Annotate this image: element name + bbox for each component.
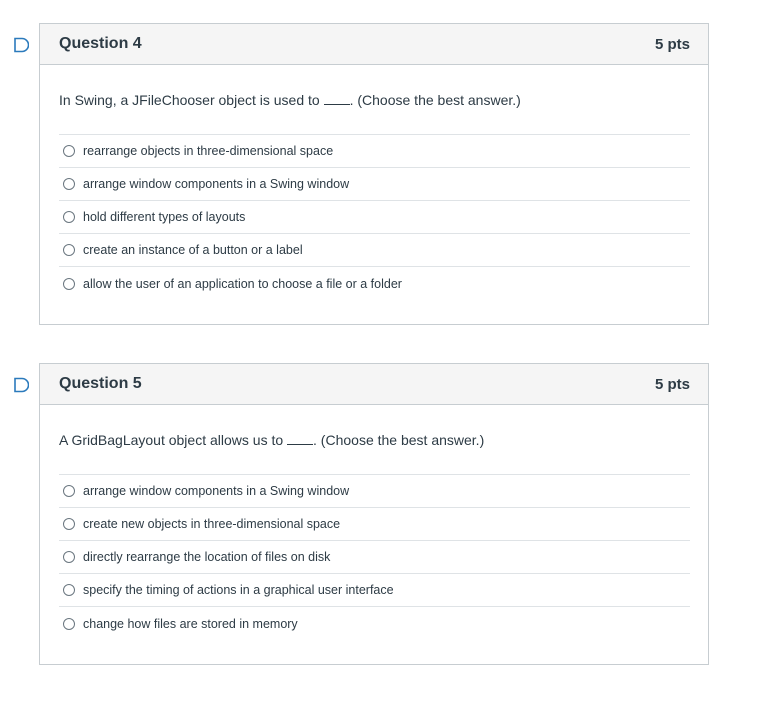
answer-option[interactable] <box>59 201 690 234</box>
answer-label: arrange window components in a Swing window <box>83 177 350 191</box>
radio-button[interactable] <box>63 244 75 256</box>
question-5 <box>39 363 709 665</box>
radio-button[interactable] <box>63 278 75 290</box>
answer-label: create an instance of a button or a label <box>83 243 303 257</box>
answer-list <box>59 134 690 300</box>
answer-list <box>59 474 690 640</box>
radio-button[interactable] <box>63 618 75 630</box>
question-points: 5 pts <box>654 375 690 393</box>
answer-option[interactable] <box>59 508 690 541</box>
radio-button[interactable] <box>63 485 75 497</box>
radio-button[interactable] <box>63 584 75 596</box>
answer-label: rearrange objects in three-dimensional space <box>83 144 334 158</box>
answer-option[interactable] <box>59 168 690 201</box>
question-text: A GridBagLayout object allows us to . (Choose the best answer.) <box>59 432 485 448</box>
blank-line <box>324 94 350 105</box>
answer-option[interactable] <box>59 607 690 640</box>
answer-label: arrange window components in a Swing window <box>83 484 350 498</box>
answer-label: specify the timing of actions in a graphical user interface <box>83 583 394 597</box>
question-text: In Swing, a JFileChooser object is used to . (Choose the best answer.) <box>59 92 521 108</box>
answer-option[interactable] <box>59 135 690 168</box>
question-header <box>40 364 708 405</box>
blank-line <box>287 434 313 445</box>
radio-button[interactable] <box>63 551 75 563</box>
answer-option[interactable] <box>59 541 690 574</box>
question-title: Question 5 <box>59 375 142 392</box>
answer-option[interactable] <box>59 574 690 607</box>
answer-option[interactable] <box>59 475 690 508</box>
flag-question-icon[interactable] <box>13 377 29 393</box>
radio-button[interactable] <box>63 145 75 157</box>
answer-option[interactable] <box>59 267 690 300</box>
answer-label: hold different types of layouts <box>83 210 246 224</box>
radio-button[interactable] <box>63 518 75 530</box>
flag-question-icon[interactable] <box>13 37 29 53</box>
answer-label: create new objects in three-dimensional space <box>83 517 341 531</box>
question-4 <box>39 23 709 325</box>
answer-label: directly rearrange the location of files on disk <box>83 550 331 564</box>
question-header <box>40 24 708 65</box>
answer-label: allow the user of an application to choose a file or a folder <box>83 276 402 291</box>
answer-label: change how files are stored in memory <box>83 616 298 631</box>
question-points: 5 pts <box>654 35 690 53</box>
answer-option[interactable] <box>59 234 690 267</box>
radio-button[interactable] <box>63 211 75 223</box>
radio-button[interactable] <box>63 178 75 190</box>
question-title: Question 4 <box>59 35 142 52</box>
